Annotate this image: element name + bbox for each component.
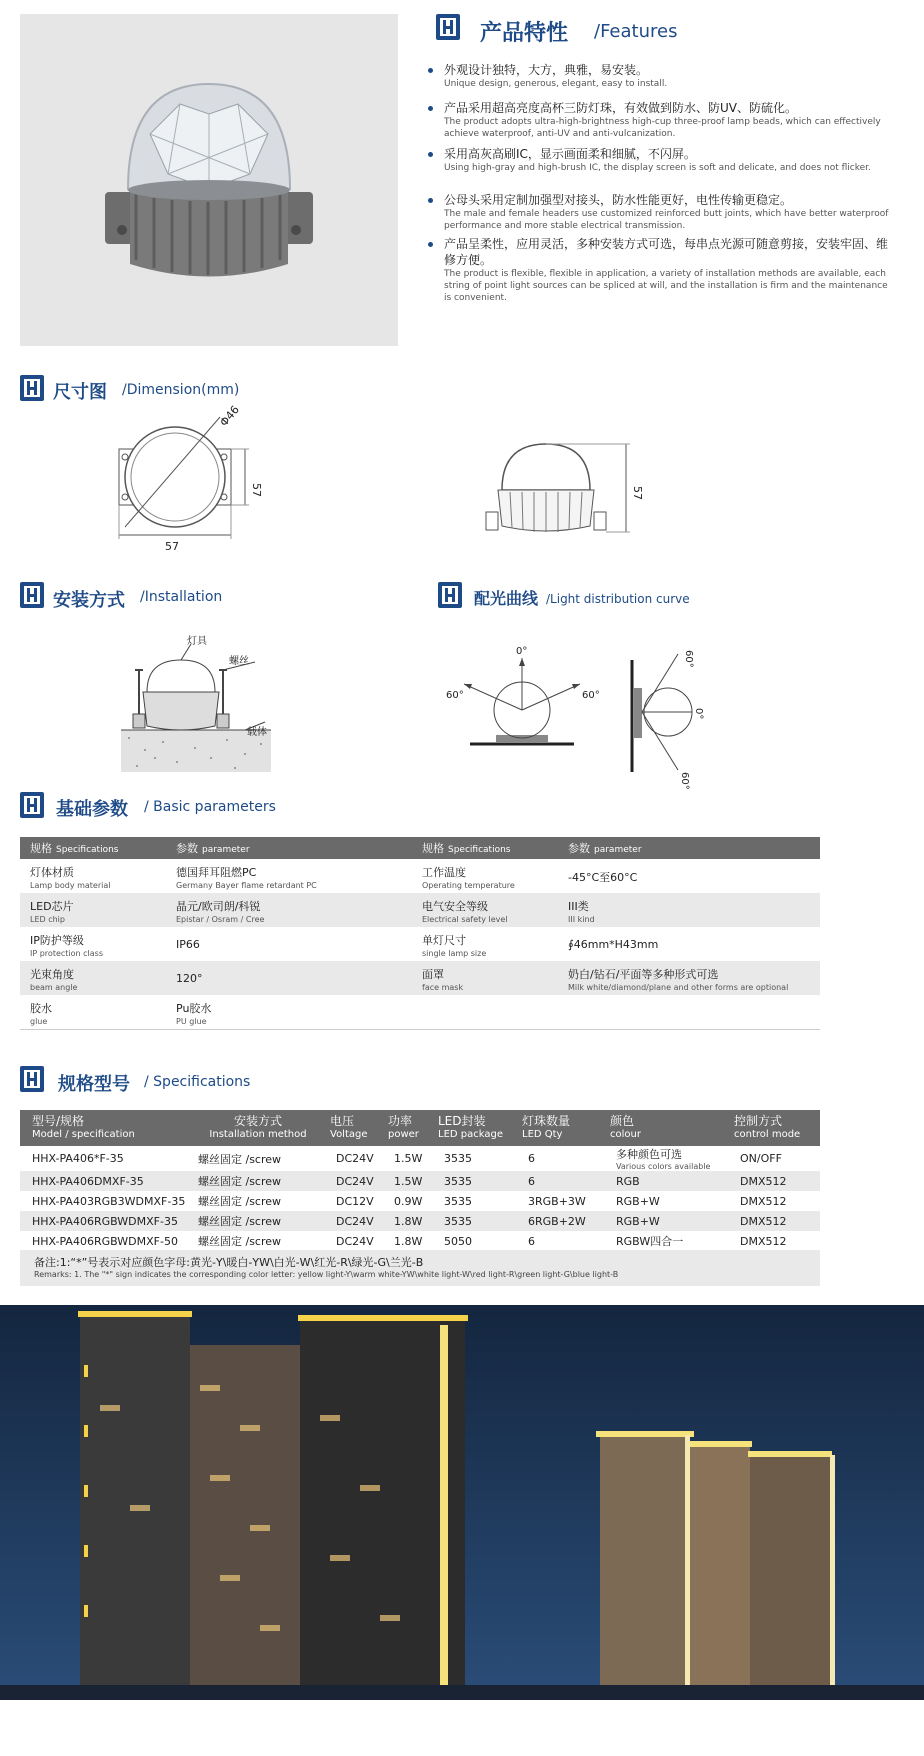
dimension-side-view [480, 440, 644, 550]
dimension-title: 尺寸图 [53, 382, 107, 403]
installation-subtitle: /Installation [140, 589, 223, 605]
basic-params-subtitle: / Basic parameters [144, 799, 276, 815]
feature-item [444, 146, 894, 174]
control-cell: DMX512 [740, 1234, 787, 1248]
power-cell: 1.8W [382, 1211, 432, 1231]
dimension-top-view [105, 405, 275, 560]
remarks-cn: 备注:1:“*”号表示对应颜色字母:黄光-Y\暖白-YW\白光-W\红光-R\绿光-G\兰光-B [34, 1256, 424, 1269]
table-cell: 晶元/欧司朗/科锐 Epistar / Osram / Cree [166, 893, 412, 927]
specs-subtitle: / Specifications [144, 1074, 251, 1090]
feature-item [444, 62, 894, 90]
qty-cell: 6 [528, 1234, 535, 1248]
install-cell: 螺丝固定 /screw [198, 1235, 282, 1248]
remarks-note [20, 1250, 820, 1286]
color-cell: RGB [604, 1171, 728, 1191]
package-cell: 3535 [444, 1152, 472, 1165]
install-cell: 螺丝固定 /screw [198, 1152, 282, 1166]
light-curve-side [620, 640, 720, 790]
feature-item [444, 192, 894, 232]
width-label: 57 [165, 540, 179, 553]
model-cell: HHX-PA406RGBWDMXF-35 [20, 1211, 186, 1231]
specs-title: 规格型号 [58, 1074, 130, 1095]
specs-table [20, 1110, 820, 1251]
table-cell: LED芯片 LED chip [20, 893, 166, 927]
bullet-icon [428, 242, 433, 247]
table-header: 规格 Specifications [412, 837, 558, 859]
table-row [20, 927, 820, 961]
table-cell: 灯体材质 Lamp body material [30, 866, 111, 890]
section-logo-icon [20, 1066, 44, 1092]
package-cell: 3535 [444, 1194, 472, 1208]
power-cell: 1.5W [382, 1171, 432, 1191]
feature-cn: 外观设计独特，大方，典雅，易安装。 [444, 63, 649, 77]
feature-cn: 公母头采用定制加强型对接头，防水性能更好，电性传输更稳定。 [444, 193, 793, 207]
qty-cell: 6RGB+2W [516, 1211, 604, 1231]
table-header: 参数 parameter [558, 837, 820, 859]
label-lamp: 灯具 [187, 636, 207, 647]
feature-cn: 采用高灰高刷IC，显示画面柔和细腻，不闪屏。 [444, 147, 696, 161]
table-row [20, 1171, 820, 1191]
section-logo-icon [438, 582, 462, 608]
model-cell: HHX-PA406RGBWDMXF-50 [32, 1234, 178, 1248]
side-height-label: 57 [631, 486, 644, 500]
voltage-cell: DC24V [324, 1171, 382, 1191]
install-cell: 螺丝固定 /screw [186, 1211, 324, 1231]
table-cell [558, 995, 820, 1030]
section-logo-icon [20, 792, 44, 818]
point-light-illustration [20, 14, 398, 346]
table-header: 参数 parameter [166, 837, 412, 859]
table-row [20, 1231, 820, 1251]
table-cell: 面罩 face mask [412, 961, 558, 995]
section-logo-icon [436, 14, 460, 40]
light-curve-subtitle: /Light distribution curve [546, 592, 690, 606]
bullet-icon [428, 68, 433, 73]
table-cell: 德国拜耳阻燃PC Germany Bayer flame retardant PC [176, 866, 317, 890]
table-cell: IP防护等级 IP protection class [30, 934, 103, 958]
feature-cn: 产品采用超高亮度高杯三防灯珠，有效做到防水、防UV、防硫化。 [444, 101, 797, 115]
table-header: 功率 power [382, 1110, 432, 1146]
table-cell: 工作温度 Operating temperature [422, 866, 515, 890]
dimension-subtitle: /Dimension(mm) [122, 382, 240, 398]
table-cell: ∮46mm*H43mm [568, 938, 659, 951]
front-left-label: 60° [446, 690, 464, 701]
table-header: 灯珠数量 LED Qty [516, 1110, 604, 1146]
model-cell: HHX-PA406DMXF-35 [20, 1171, 186, 1191]
label-carrier: 载体 [247, 727, 267, 738]
table-row [20, 893, 820, 927]
feature-cn: 产品呈柔性，应用灵活，多种安装方式可选，每串点光源可随意剪接，安装牢固、维修方便。 [444, 237, 889, 267]
table-header: 规格 Specifications [20, 837, 166, 859]
bullet-icon [428, 106, 433, 111]
table-cell: 光束角度 beam angle [20, 961, 166, 995]
table-row [20, 1191, 820, 1211]
feature-item [444, 236, 894, 304]
table-row [20, 995, 820, 1030]
table-cell [412, 995, 558, 1030]
color-cell: RGB+W [604, 1211, 728, 1231]
control-cell: ON/OFF [740, 1152, 782, 1165]
package-cell: 3535 [432, 1211, 516, 1231]
table-header: 控制方式 control mode [728, 1110, 820, 1146]
table-header: 颜色 colour [604, 1110, 728, 1146]
table-header: LED封装 LED package [432, 1110, 516, 1146]
voltage-cell: DC24V [336, 1234, 374, 1248]
bullet-icon [428, 198, 433, 203]
feature-en: Using high-gray and high-brush IC, the display screen is soft and delicate, and does not flicker. [444, 163, 871, 173]
front-right-label: 60° [582, 690, 600, 701]
table-cell: 120° [166, 961, 412, 995]
table-cell: 胶水 glue [20, 995, 166, 1030]
features-title: 产品特性 [480, 21, 569, 46]
table-header: 电压 Voltage [324, 1110, 382, 1146]
diameter-label: Φ46 [217, 403, 242, 429]
section-logo-icon [20, 582, 44, 608]
package-cell: 5050 [444, 1234, 472, 1248]
table-cell: 奶白/钻石/平面等多种形式可选 Milk white/diamond/plane and other forms are optional [558, 961, 820, 995]
height-label: 57 [250, 483, 263, 497]
table-header: 安装方式 Installation method [186, 1110, 324, 1146]
voltage-cell: DC24V [324, 1211, 382, 1231]
section-logo-icon [20, 375, 44, 401]
basic-params-title: 基础参数 [56, 799, 128, 820]
feature-item [444, 100, 894, 140]
table-cell: -45°C至60°C [568, 870, 638, 884]
feature-en: The product is flexible, flexible in application, a variety of installation methods are available, each string of point light sources can be spliced at will, and the installation is firm and the maintenance is convenient. [444, 269, 888, 303]
installation-diagram [115, 630, 285, 775]
install-cell: 螺丝固定 /screw [198, 1195, 282, 1208]
feature-en: The product adopts ultra-high-brightness high-cup three-proof lamp beads, which can effectively achieve waterproof, anti-UV and anti-vulcanization. [444, 117, 881, 139]
color-cell: RGB+W [616, 1194, 660, 1208]
building-night-photo [0, 1305, 924, 1700]
side-bottom-label: 60° [679, 772, 690, 790]
feature-en: Unique design, generous, elegant, easy to install. [444, 79, 668, 89]
installation-title: 安装方式 [53, 590, 125, 611]
light-curve-front [440, 640, 600, 750]
light-curve-title: 配光曲线 [474, 589, 539, 608]
table-header: 型号/规格 Model / specification [20, 1110, 186, 1146]
front-top-label: 0° [516, 646, 528, 657]
basic-params-table [20, 837, 820, 1030]
table-row [20, 1211, 820, 1231]
bullet-icon [428, 152, 433, 157]
package-cell: 3535 [432, 1171, 516, 1191]
control-cell: DMX512 [728, 1211, 820, 1231]
color-cell: RGBW四合一 [616, 1235, 684, 1248]
table-cell: 单灯尺寸 single lamp size [422, 934, 487, 958]
model-cell: HHX-PA403RGB3WDMXF-35 [32, 1194, 186, 1208]
table-header-row [20, 837, 820, 859]
power-cell: 1.8W [394, 1234, 423, 1248]
install-cell: 螺丝固定 /screw [186, 1171, 324, 1191]
table-cell: III类 III kind [558, 893, 820, 927]
side-mid-label: 0° [693, 708, 704, 720]
voltage-cell: DC24V [336, 1152, 374, 1165]
qty-cell: 3RGB+3W [528, 1194, 586, 1208]
table-cell: Pu胶水 PU glue [166, 995, 412, 1030]
voltage-cell: DC12V [336, 1194, 374, 1208]
qty-cell: 6 [516, 1171, 604, 1191]
power-cell: 1.5W [394, 1152, 423, 1165]
table-row [20, 1146, 820, 1171]
model-cell: HHX-PA406*F-35 [32, 1152, 124, 1165]
qty-cell: 6 [528, 1152, 535, 1165]
power-cell: 0.9W [394, 1194, 423, 1208]
product-photo [20, 14, 398, 346]
color-cell: 多种颜色可选 Various colors available [616, 1148, 711, 1171]
table-header-row [20, 1110, 820, 1146]
table-row [20, 961, 820, 995]
side-top-label: 60° [683, 650, 694, 668]
control-cell: DMX512 [728, 1171, 820, 1191]
feature-en: The male and female headers use customized reinforced butt joints, which have better waterproof performance and more stable electrical transmission. [444, 209, 889, 231]
remarks-en: Remarks: 1. The "*" sign indicates the corresponding color letter: yellow light-Y\warm white-YW\white light-W\red light-R\green light-G\blue light-B [34, 1270, 619, 1279]
table-row [20, 859, 820, 893]
table-cell: IP66 [176, 938, 200, 951]
control-cell: DMX512 [740, 1194, 787, 1208]
features-subtitle: /Features [594, 21, 678, 42]
label-screw: 螺丝 [229, 656, 249, 667]
table-cell: 电气安全等级 Electrical safety level [412, 893, 558, 927]
